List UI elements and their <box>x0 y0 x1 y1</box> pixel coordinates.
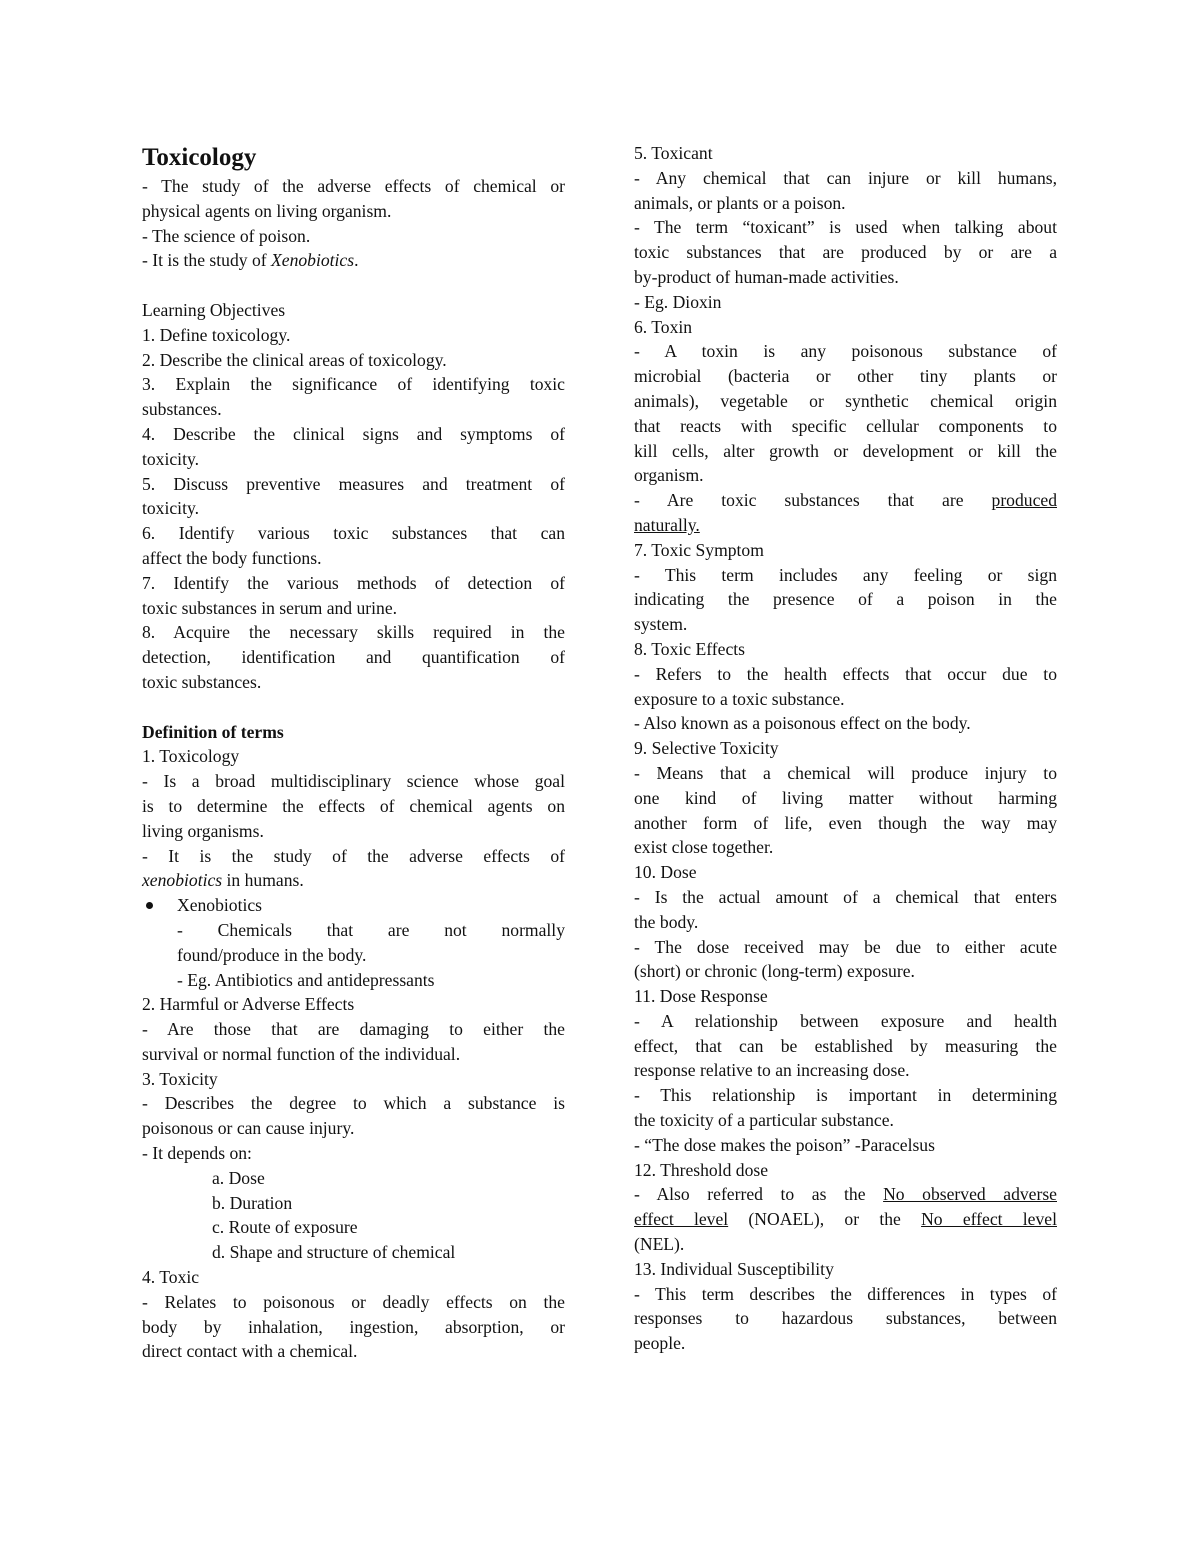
bullet-xenobiotics: Xenobiotics <box>142 893 565 918</box>
term-text: - Are toxic substances that are <box>634 490 992 511</box>
term-line: effect, that can be established by measuring the <box>634 1035 1057 1056</box>
term-line: - The term “toxicant” is used when talking about <box>634 217 1057 238</box>
term-line: animals), vegetable or synthetic chemical origin <box>634 390 1057 411</box>
objective-line: 1. Define toxicology. <box>142 324 291 345</box>
term-line: - Refers to the health effects that occur due to <box>634 663 1057 684</box>
term-line: - “The dose makes the poison” -Paracelsus <box>634 1134 935 1155</box>
underlined-text: produced <box>991 490 1057 511</box>
term-title: 6. Toxin <box>634 316 693 337</box>
term-line: - This term includes any feeling or sign <box>634 564 1057 585</box>
objective-line: 7. Identify the various methods of detection of <box>142 572 565 593</box>
term-line: - Describes the degree to which a substance is <box>142 1093 565 1114</box>
underlined-text: No observed adverse <box>883 1184 1057 1205</box>
term-line: that reacts with specific cellular components to <box>634 415 1057 436</box>
term-line: system. <box>634 614 688 635</box>
objective-line: toxic substances. <box>142 671 262 692</box>
term-line: (NEL). <box>634 1234 685 1255</box>
term-line: - It is the study of the adverse effects of <box>142 845 565 866</box>
term-line: another form of life, even though the way may <box>634 812 1057 833</box>
term-line: body by inhalation, ingestion, absorption, or <box>142 1316 565 1337</box>
term-line: exist close together. <box>634 837 774 858</box>
term-line: by-product of human-made activities. <box>634 266 899 287</box>
xenobiotics-italic: Xenobiotics <box>271 250 355 271</box>
intro-line: - The science of poison. <box>142 225 311 246</box>
term-line: organism. <box>634 465 704 486</box>
term-title: 4. Toxic <box>142 1267 200 1288</box>
term-line: - Are those that are damaging to either the <box>142 1019 565 1040</box>
term-line: - Relates to poisonous or deadly effects on the <box>142 1291 565 1312</box>
term-line: - Eg. Dioxin <box>634 291 722 312</box>
objective-line: toxicity. <box>142 498 200 519</box>
objective-line: 6. Identify various toxic substances that can <box>142 523 565 544</box>
term-title: 1. Toxicology <box>142 746 240 767</box>
doc-title: Toxicology <box>142 144 257 171</box>
term-title: 5. Toxicant <box>634 143 713 163</box>
period: . <box>354 250 359 271</box>
term-line: people. <box>634 1333 686 1354</box>
term-line: - Also known as a poisonous effect on the body. <box>634 713 971 734</box>
term-line: the body. <box>634 911 699 932</box>
term-line: exposure to a toxic substance. <box>634 688 845 709</box>
underlined-text: effect level <box>634 1209 729 1230</box>
term-title: 3. Toxicity <box>142 1068 218 1089</box>
intro-line: physical agents on living organism. <box>142 200 392 221</box>
sub-list-item: c. Route of exposure <box>212 1217 358 1238</box>
intro-line-xeno <box>142 248 565 273</box>
left-column <box>142 142 565 1364</box>
term-line: one kind of living matter without harming <box>634 787 1057 808</box>
term-line: - Means that a chemical will produce injury to <box>634 762 1057 783</box>
term-line-noael <box>634 1182 1057 1207</box>
xenobiotics-italic: xenobiotics <box>142 870 223 891</box>
sub-list-item: d. Shape and structure of chemical <box>212 1242 456 1263</box>
term-title: 10. Dose <box>634 862 697 883</box>
sub-list-item: a. Dose <box>212 1167 265 1188</box>
term-line: - This relationship is important in determining <box>634 1085 1057 1106</box>
term-line: response relative to an increasing dose. <box>634 1060 910 1081</box>
term-line: the toxicity of a particular substance. <box>634 1110 894 1131</box>
term-line: - This term describes the differences in types of <box>634 1283 1057 1304</box>
term-line: direct contact with a chemical. <box>142 1341 358 1362</box>
intro-text: - It is the study of <box>142 250 272 271</box>
term-line: poisonous or can cause injury. <box>142 1118 355 1139</box>
term-title: 11. Dose Response <box>634 986 768 1007</box>
term-line-naturally <box>634 513 1057 538</box>
term-line: kill cells, alter growth or development or kill the <box>634 440 1057 461</box>
term-line: indicating the presence of a poison in the <box>634 589 1057 610</box>
bullet-line: found/produce in the body. <box>177 944 367 965</box>
term-line: (short) or chronic (long-term) exposure. <box>634 961 915 982</box>
term-line: responses to hazardous substances, between <box>634 1308 1057 1329</box>
objective-line: 2. Describe the clinical areas of toxicology. <box>142 349 447 370</box>
objective-line: 4. Describe the clinical signs and symptoms of <box>142 423 565 444</box>
term-text: (NOAEL), or the <box>728 1209 922 1230</box>
objective-line: 8. Acquire the necessary skills required in the <box>142 622 565 643</box>
right-column <box>634 141 1057 1356</box>
term-line: toxic substances that are produced by or are a <box>634 242 1057 263</box>
sub-list-item: b. Duration <box>212 1192 293 1213</box>
term-line: - Is the actual amount of a chemical that enters <box>634 886 1057 907</box>
term-title: 12. Threshold dose <box>634 1159 769 1180</box>
term-text: in humans. <box>222 870 304 891</box>
objective-line: substances. <box>142 399 222 420</box>
objective-line: 3. Explain the significance of identifying toxic <box>142 374 565 395</box>
objective-line: 5. Discuss preventive measures and treatment of <box>142 473 565 494</box>
definition-heading: Definition of terms <box>142 721 284 742</box>
term-title: 2. Harmful or Adverse Effects <box>142 994 355 1015</box>
term-line: - Any chemical that can injure or kill humans, <box>634 167 1057 188</box>
objective-line: detection, identification and quantification of <box>142 647 565 668</box>
term-line: - It depends on: <box>142 1143 252 1164</box>
intro-line: - The study of the adverse effects of chemical or <box>142 176 565 196</box>
term-line-xeno <box>142 868 565 893</box>
learning-objectives-heading: Learning Objectives <box>142 299 286 320</box>
objective-line: affect the body functions. <box>142 547 322 568</box>
term-line: - The dose received may be due to either acute <box>634 936 1057 957</box>
term-title: 8. Toxic Effects <box>634 638 745 659</box>
term-line: living organisms. <box>142 820 264 841</box>
term-line: is to determine the effects of chemical agents on <box>142 795 565 816</box>
term-title: 7. Toxic Symptom <box>634 539 764 560</box>
term-line: - A relationship between exposure and health <box>634 1010 1057 1031</box>
term-line: - Is a broad multidisciplinary science whose goal <box>142 771 565 792</box>
term-title: 13. Individual Susceptibility <box>634 1258 834 1279</box>
underlined-text: naturally. <box>634 514 700 535</box>
objective-line: toxic substances in serum and urine. <box>142 597 398 618</box>
underlined-text: No effect level <box>921 1209 1057 1230</box>
term-line: - A toxin is any poisonous substance of <box>634 341 1057 362</box>
term-line: survival or normal function of the individual. <box>142 1043 461 1064</box>
term-line: microbial (bacteria or other tiny plants or <box>634 366 1057 387</box>
objective-line: toxicity. <box>142 448 200 469</box>
bullet-line: - Eg. Antibiotics and antidepressants <box>177 969 435 990</box>
bullet-line: - Chemicals that are not normally <box>177 919 565 940</box>
term-title: 9. Selective Toxicity <box>634 738 779 759</box>
term-text: - Also referred to as the <box>634 1184 884 1205</box>
term-line-produced <box>634 488 1057 513</box>
term-line-nel <box>634 1207 1057 1232</box>
term-line: animals, or plants or a poison. <box>634 192 846 213</box>
